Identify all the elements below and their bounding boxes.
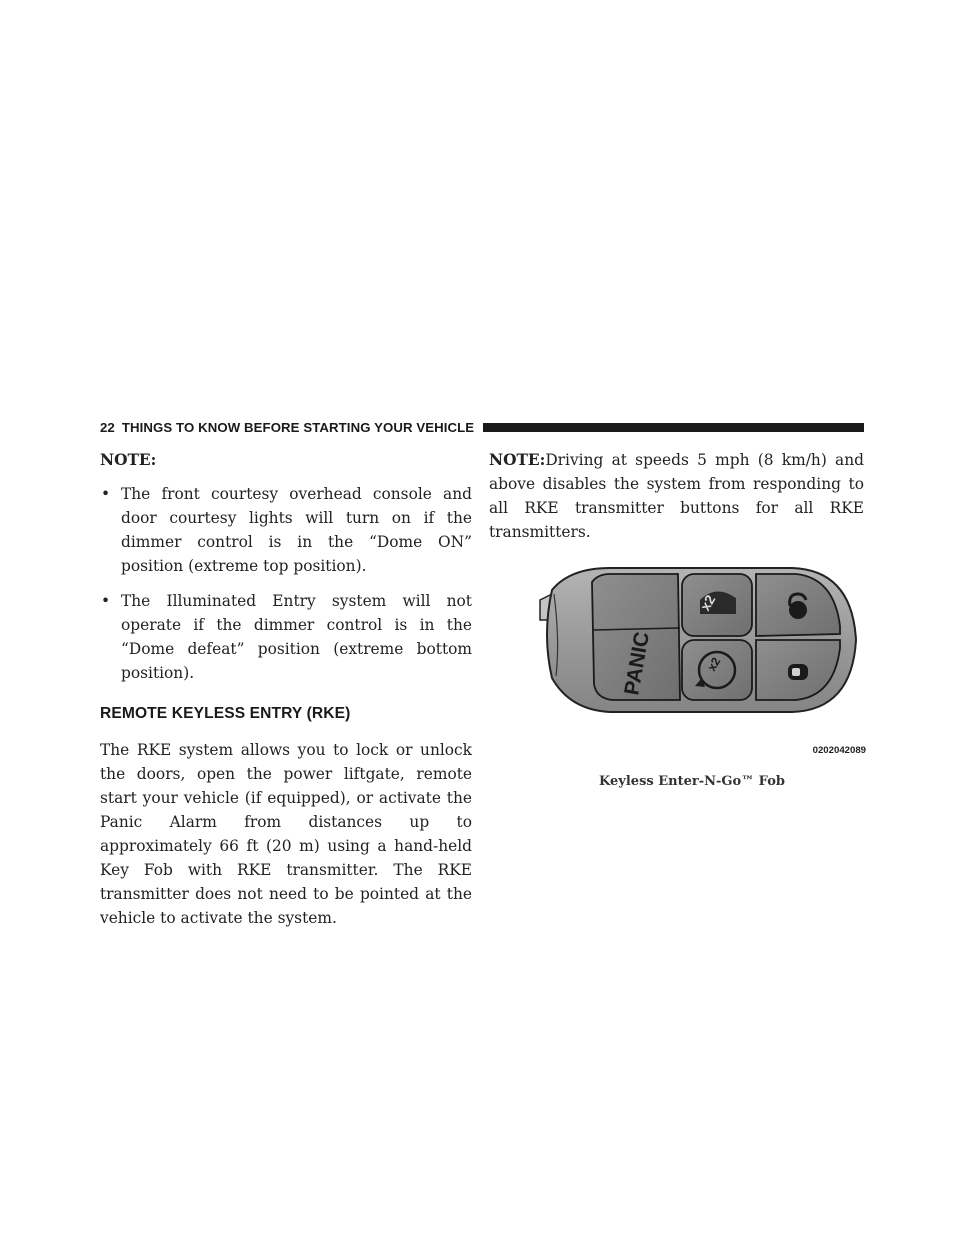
unlock-icon: [789, 601, 807, 619]
bullet-text: The front courtesy overhead console and door courtesy lights will turn on if the dimmer control is in the “Dome ON” position (extreme top position).: [121, 485, 472, 575]
bullet-icon: •: [101, 592, 111, 610]
x2-label: x2: [704, 654, 724, 674]
note-label: NOTE:: [489, 451, 546, 469]
note-paragraph: [100, 448, 472, 472]
section-title: THINGS TO KNOW BEFORE STARTING YOUR VEHICLE: [121, 419, 475, 435]
note-label: NOTE:: [100, 451, 157, 469]
note-bullet-list: [100, 482, 472, 685]
right-column: [489, 448, 864, 544]
left-column: [100, 448, 472, 930]
speed-note-text: Driving at speeds 5 mph (8 km/h) and above disables the system from responding to all RKE transmitter buttons for all RKE transmitters.: [489, 451, 864, 541]
page-header: [100, 416, 864, 438]
figure-code: 0202042089: [812, 745, 866, 756]
bullet-text: The Illuminated Entry system will not operate if the dimmer control is in the “Dome defeat” position (extreme bottom position).: [121, 592, 472, 682]
rke-paragraph: The RKE system allows you to lock or unlock the doors, open the power liftgate, remote start your vehicle (if equipped), or activate the Panic Alarm from distances up to approximately 66 ft (20 m) using a hand-held Key Fob with RKE transmitter. The RKE transmitter does not need to be pointed at the vehicle to activate the system.: [100, 741, 472, 927]
figure-caption: Keyless Enter-N-Go™ Fob: [599, 774, 785, 789]
panic-label: PANIC: [620, 630, 654, 697]
x2-label: x2: [696, 592, 719, 614]
rke-heading: REMOTE KEYLESS ENTRY (RKE): [100, 705, 351, 722]
bullet-item: [100, 482, 472, 578]
header-rule: [483, 423, 864, 432]
page-number: 22: [100, 419, 115, 435]
key-fob-figure: [530, 560, 866, 760]
lock-icon-detail: [792, 668, 800, 676]
bullet-item: [100, 589, 472, 685]
key-fob-illustration: [530, 560, 866, 760]
bullet-icon: •: [101, 485, 111, 503]
speed-note-paragraph: [489, 448, 864, 544]
